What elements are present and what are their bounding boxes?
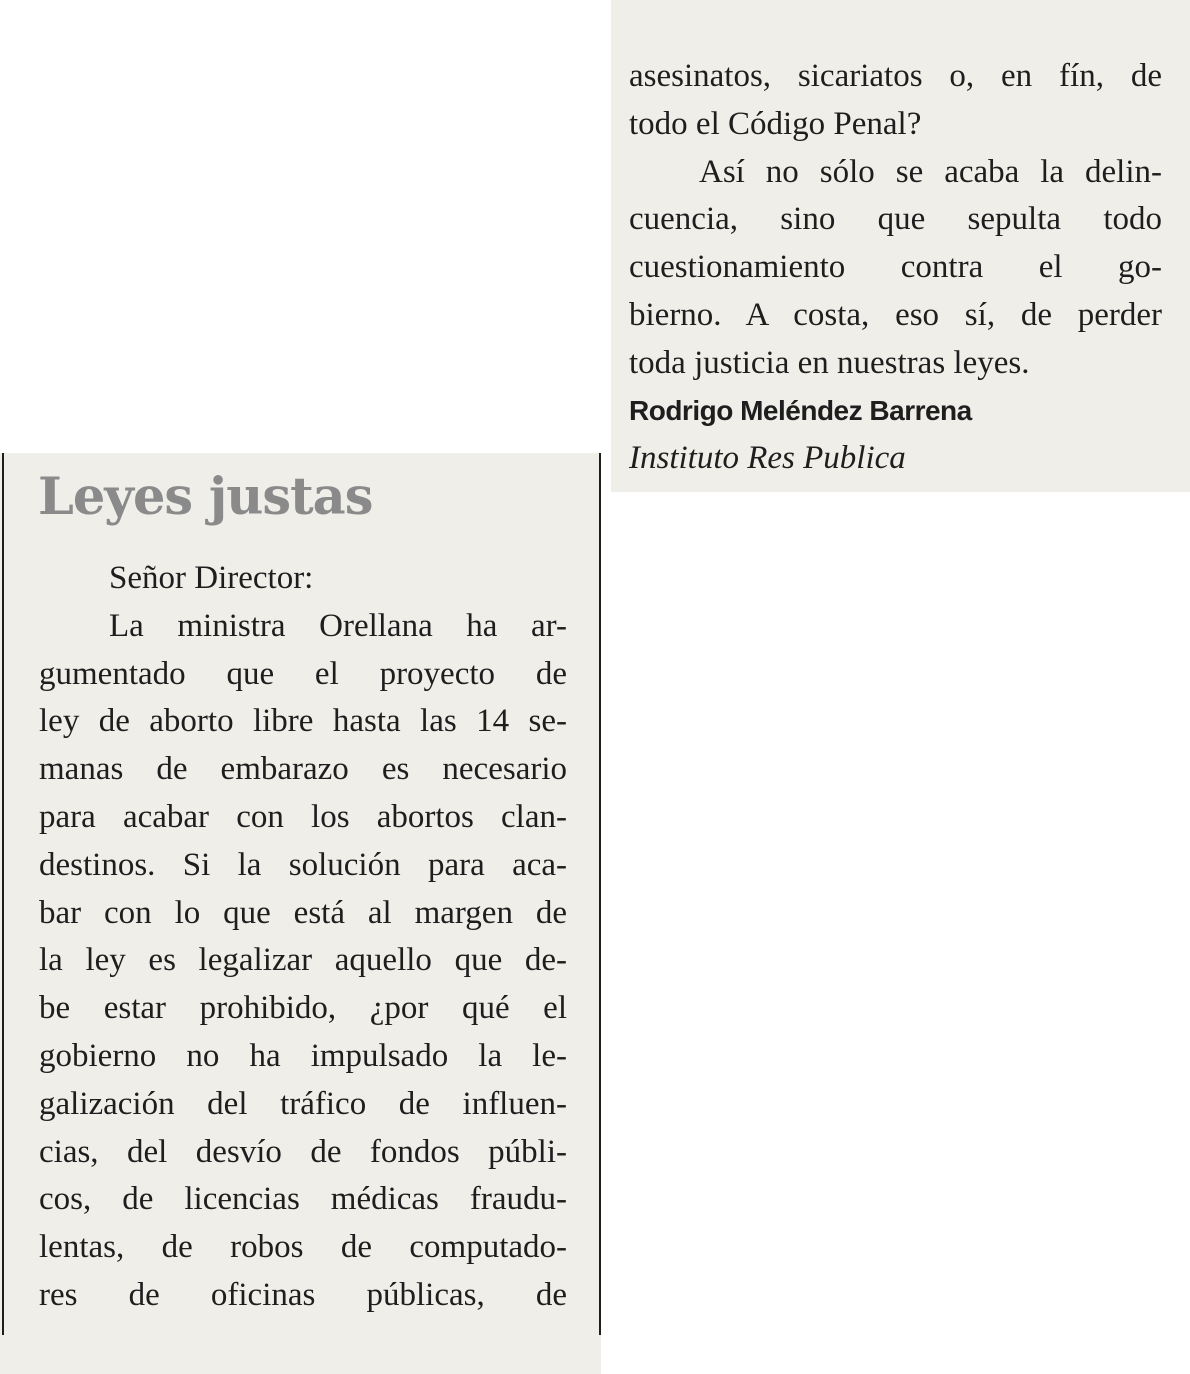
body-line: toda justicia en nuestras leyes. — [629, 344, 1030, 381]
letter-body-left-column — [39, 555, 567, 1320]
column-rule-left — [2, 453, 4, 1335]
body-line: destinos. Si la solución para aca- — [39, 846, 567, 883]
body-line: be estar prohibido, ¿por qué el — [39, 990, 567, 1027]
author-name: Rodrigo Meléndez Barrena — [629, 395, 972, 426]
body-line: cuestionamiento contra el go- — [629, 249, 1162, 286]
letter-title: Leyes justas — [38, 467, 373, 527]
body-line: todo el Código Penal? — [629, 105, 922, 142]
body-line: gobierno no ha impulsado la le- — [39, 1037, 567, 1074]
body-line: manas de embarazo es necesario — [39, 751, 567, 788]
body-line: bar con lo que está al margen de — [39, 894, 567, 931]
author-institution: Instituto Res Publica — [629, 440, 906, 476]
body-line: cuencia, sino que sepulta todo — [629, 201, 1162, 238]
body-line: Así no sólo se acaba la delin- — [699, 153, 1162, 190]
body-line: galización del tráfico de influen- — [39, 1085, 567, 1122]
body-line: La ministra Orellana ha ar- — [109, 607, 567, 644]
letter-body-right-column — [629, 53, 1162, 388]
body-line: la ley es legalizar aquello que de- — [39, 942, 567, 979]
body-line: gumentado que el proyecto de — [39, 655, 567, 692]
body-line: para acabar con los abortos clan- — [39, 798, 567, 835]
column-rule-right — [599, 453, 601, 1335]
body-line: asesinatos, sicariatos o, en fín, de — [629, 58, 1162, 94]
body-line: lentas, de robos de computado- — [39, 1229, 567, 1266]
body-line: cias, del desvío de fondos públi- — [39, 1133, 567, 1170]
salutation: Señor Director: — [109, 560, 314, 596]
body-line: bierno. A costa, eso sí, de perder — [629, 296, 1162, 333]
body-line: cos, de licencias médicas fraudu- — [39, 1181, 567, 1218]
body-line: ley de aborto libre hasta las 14 se- — [39, 703, 567, 740]
body-line: res de oficinas públicas, de — [39, 1276, 567, 1313]
